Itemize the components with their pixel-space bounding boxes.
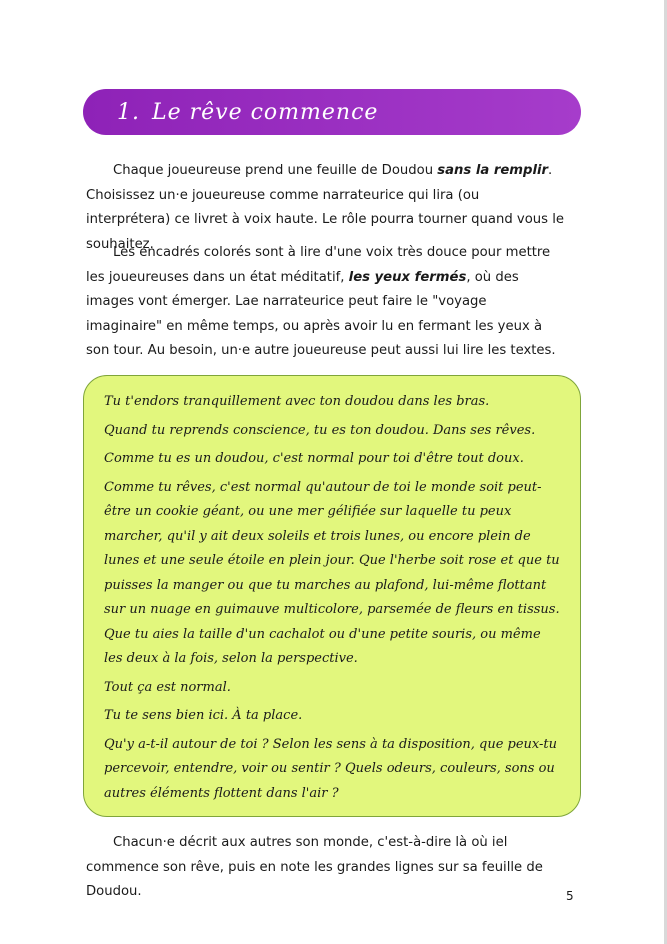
intro-p2-text-b: , où des images vont émerger. Lae narrateurice peut faire le "voyage imaginaire" en même temps, ou après avoir lu en fermant les yeux à son tour. Au besoin, un·e autre joueureuse peut aussi lui lire les textes. [86, 269, 556, 358]
intro-p2-emphasis: les yeux fermés [348, 269, 467, 285]
page-number: 5 [566, 889, 574, 903]
dream-reading-box [83, 375, 581, 817]
dream-line: Comme tu rêves, c'est normal qu'autour de toi le monde soit peut-être un cookie géant, ou une mer gélifiée sur laquelle tu peux marcher, qu'il y ait deux soleils et trois lunes, ou encore plein de lunes et une seule étoile en plein jour. Que l'herbe soit rose et que tu puisses la manger ou que tu marches au plafond, lui-même flottant sur un nuage en guimauve multicolore, parsemée de fleurs en tissus. Que tu aies la taille d'un cachalot ou d'une petite souris, ou même les deux à la fois, selon la perspective. [104, 479, 560, 666]
dream-line: Qu'y a-t-il autour de toi ? Selon les sens à ta disposition, que peux-tu percevoir, entendre, voir ou sentir ? Quels odeurs, couleurs, sons ou autres éléments flottent dans l'air ? [104, 736, 558, 801]
intro-paragraph-2 [86, 241, 566, 364]
chapter-title-text: Le rêve commence [152, 99, 379, 125]
dream-line: Tu t'endors tranquillement avec ton doudou dans les bras. [104, 394, 490, 409]
dream-line: Tu te sens bien ici. À ta place. [104, 708, 303, 723]
chapter-banner [83, 89, 581, 135]
intro-p1-emphasis: sans la remplir [437, 163, 549, 178]
dream-line: Tout ça est normal. [104, 679, 231, 695]
dream-line: Quand tu reprends conscience, tu es ton doudou. Dans ses rêves. [104, 422, 536, 438]
intro-p1-text-b: . Choisissez un·e joueureuse comme narrateurice qui lira (ou interprétera) ce livret à voix haute. Le rôle pourra tourner quand vous le souhaitez. [86, 163, 564, 252]
chapter-title [117, 100, 378, 125]
intro-p1-text-a: Chaque joueureuse prend une feuille de Doudou [113, 163, 438, 178]
dream-line: Comme tu es un doudou, c'est normal pour toi d'être tout doux. [104, 451, 524, 466]
intro-p2-text-a: Les encadrés colorés sont à lire d'une voix très douce pour mettre les joueureuses dans un état méditatif, [86, 245, 551, 285]
closing-paragraph: Chacun·e décrit aux autres son monde, c'est-à-dire là où iel commence son rêve, puis en note les grandes lignes sur sa feuille de Doudou. [86, 835, 543, 899]
chapter-number: 1. [117, 99, 140, 125]
